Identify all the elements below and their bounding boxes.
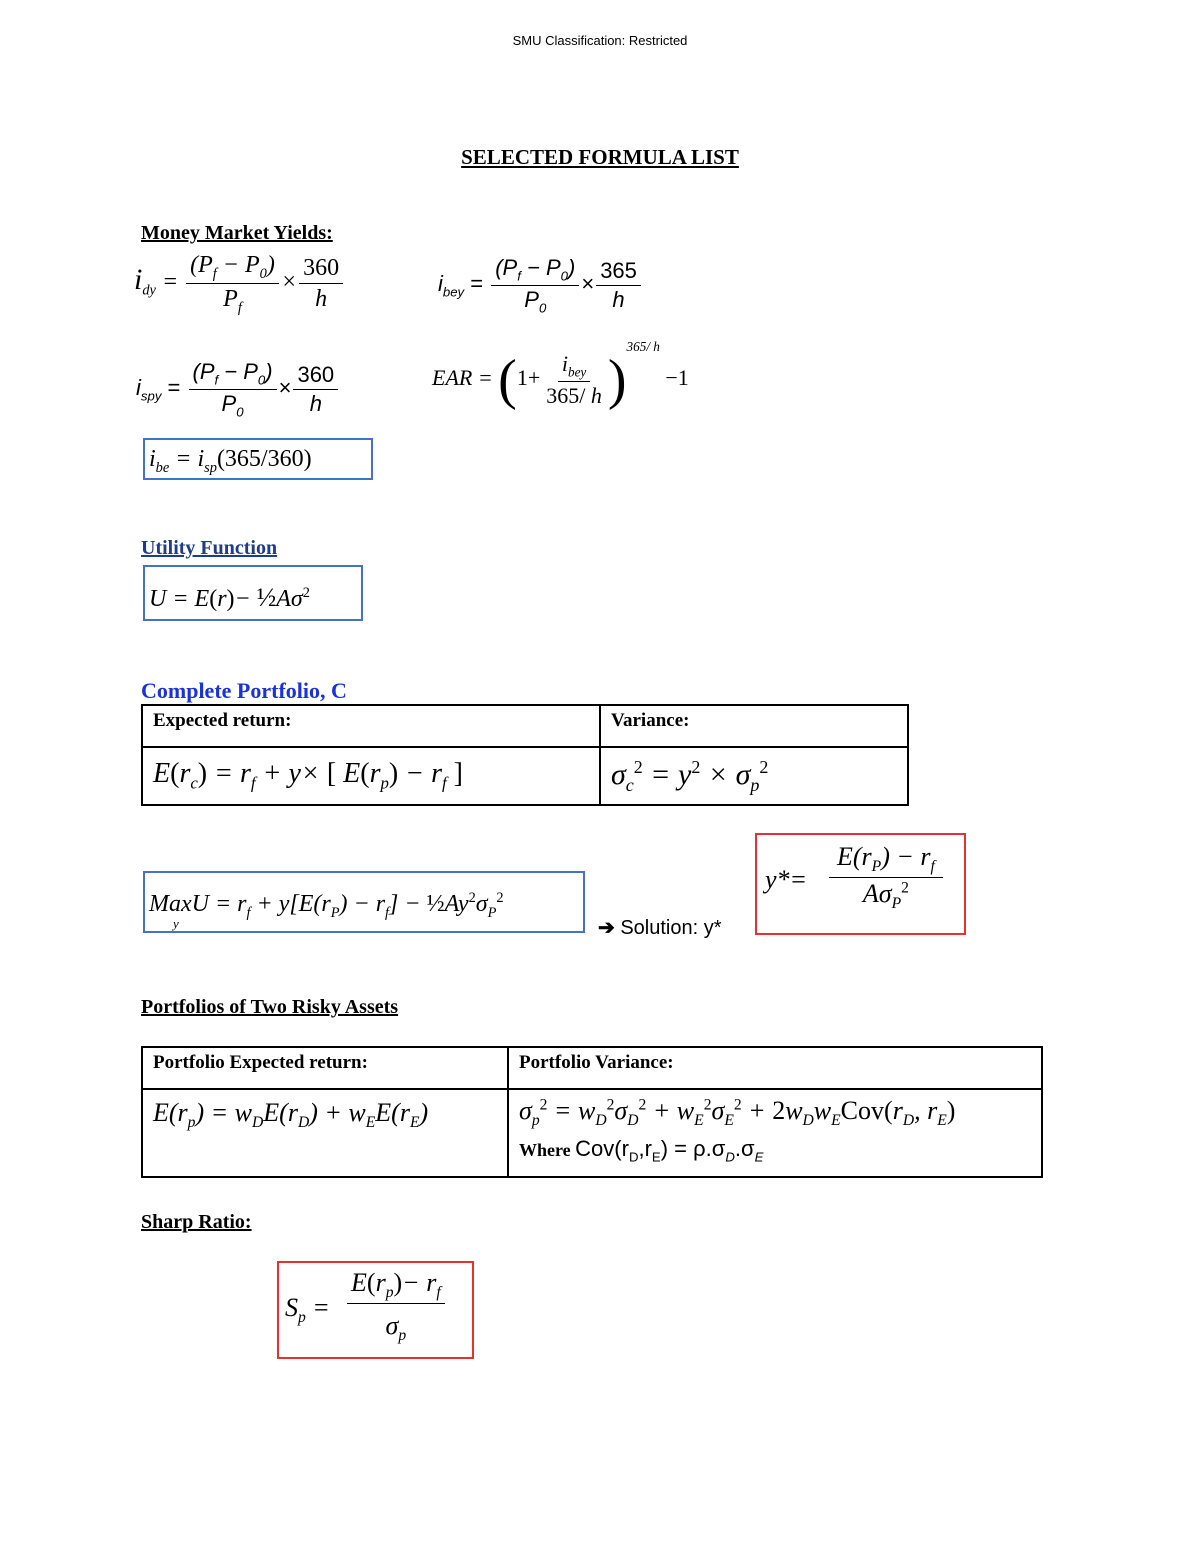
complete-portfolio-table bbox=[141, 704, 909, 806]
formula-sharpe-box: $S_p$ = $\frac{E(r_p)- r_f}{\sigma_p}$ bbox=[277, 1261, 474, 1359]
ibe-factor: (365/360) bbox=[216, 446, 312, 472]
portfolio-expected-return-formula: $E(r_p) = w_DE(r_D) + w_EE(r_E)$ bbox=[142, 1089, 508, 1177]
complete-portfolio-heading: Complete Portfolio, C bbox=[141, 678, 347, 703]
expected-return-header: Expected return: bbox=[142, 705, 600, 747]
two-risky-heading: Portfolios of Two Risky Assets bbox=[141, 996, 399, 1018]
classification-label: SMU Classification: Restricted bbox=[512, 33, 688, 48]
two-risky-table bbox=[141, 1046, 1043, 1178]
formula-maxu-box: MaxU = $r_f + y[E(r_P) - r_f]$ − $\frac{1}{2}Ay^2\sigma_P^2$ y bbox=[143, 871, 585, 933]
sharpe-heading: Sharp Ratio: bbox=[141, 1211, 252, 1233]
variance-header: Variance: bbox=[600, 705, 908, 747]
covariance-note: Where $Cov(r_D,r_E) = \rho.\sigma_D.\sigma_E$ bbox=[519, 1136, 764, 1165]
arrow-right-icon: ➔ bbox=[598, 917, 615, 939]
solution-label: Solution: y* bbox=[620, 917, 722, 939]
formula-idy: $i_{dy}$ = $\frac{(P_f - P_0)}{P_f}$ × $\frac{360}{h}$ bbox=[134, 250, 345, 317]
expected-return-formula: $E(r_c) = r_f + y\times$ [ $E(r_p) - r_f$ ] bbox=[142, 747, 600, 805]
portfolio-variance-formula: $\sigma_p^2 = w_D^2\sigma_D^2 + w_E^2\sigma_E^2 + 2w_Dw_ECov(r_D$, $r_E$) bbox=[519, 1096, 956, 1130]
solution-note bbox=[598, 915, 722, 940]
page-title: SELECTED FORMULA LIST bbox=[461, 145, 739, 169]
formula-ystar-box: y*= $E(r_P) - r_f$ $A\sigma_P^2$ bbox=[755, 833, 966, 935]
formula-ispy: $i_{spy}$ = $\frac{(P_f - P_0)}{P_0}$ × $\frac{360}{h}$ bbox=[136, 358, 340, 421]
portfolio-variance-cell bbox=[508, 1089, 1042, 1177]
formula-utility-box: $U = E(r)- \frac{1}{2}A\sigma^2$ bbox=[143, 565, 363, 621]
where-label: Where bbox=[519, 1140, 571, 1161]
portfolio-variance-header: Portfolio Variance: bbox=[508, 1047, 1042, 1089]
formula-ear: EAR = (1+ $\frac{i_{bey}}{365/ h}$ )$^{365/ h}$ −1 bbox=[432, 338, 689, 411]
portfolio-expected-return-header: Portfolio Expected return: bbox=[142, 1047, 508, 1089]
formula-ibey: $i_{bey}$ = $\frac{(P_f - P_0)}{P_0}$ × $\frac{365}{h}$ bbox=[438, 254, 643, 317]
utility-heading: Utility Function bbox=[141, 537, 278, 559]
money-market-heading: Money Market Yields: bbox=[141, 222, 333, 244]
variance-formula: $\sigma_c^2 = y^2 \times \sigma_p^2$ bbox=[600, 747, 908, 805]
formula-ibe-box: $i_{be} = i_{sp}(365/360)$ bbox=[143, 438, 373, 480]
